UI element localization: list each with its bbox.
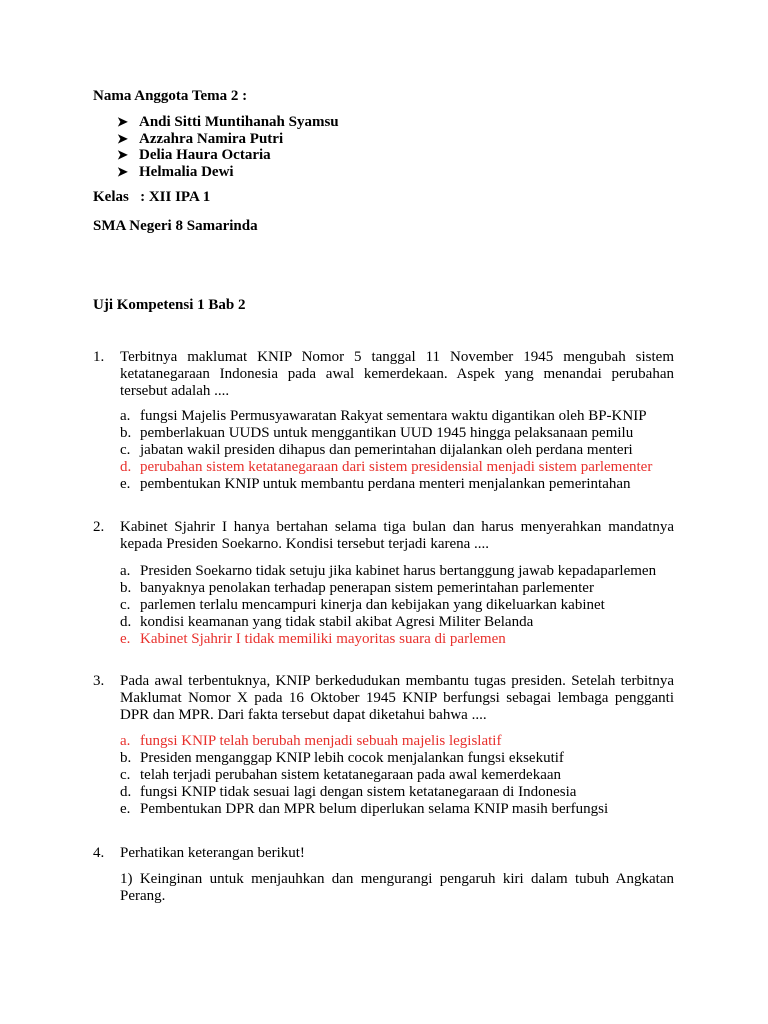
option-c: c. jabatan wakil presiden dihapus dan pemerintahan dijalankan oleh perdana menteri (120, 442, 633, 458)
section-title: Uji Kompetensi 1 Bab 2 (93, 297, 246, 313)
arrowhead-bullet-icon: ➤ (117, 114, 128, 129)
member-item (117, 147, 339, 164)
question-number: 1. (93, 349, 105, 365)
option-a: a. fungsi Majelis Permusyawaratan Rakyat sementara waktu digantikan oleh BP-KNIP (120, 408, 647, 424)
statement-item: 1) Keinginan untuk menjauhkan dan mengurangi pengaruh kiri dalam tubuh Angkatan Perang. (120, 871, 674, 904)
school-name: SMA Negeri 8 Samarinda (93, 218, 258, 234)
member-name: Delia Haura Octaria (139, 147, 271, 163)
question-number: 3. (93, 673, 105, 689)
options-list (120, 563, 680, 648)
question-text: Terbitnya maklumat KNIP Nomor 5 tanggal 11 November 1945 mengubah sistem ketatanegaraan Indonesia pada awal kemerdekaan. Aspek yang menandai perubahan tersebut adalah .... (120, 349, 674, 399)
option-c: c. parlemen terlalu mencampuri kinerja dan kebijakan yang dikeluarkan kabinet (120, 597, 605, 613)
member-item (117, 131, 339, 148)
class-line: Kelas : XII IPA 1 (93, 189, 211, 205)
option-e-correct: e. Kabinet Sjahrir I tidak memiliki mayoritas suara di parlemen (120, 631, 506, 647)
options-list (120, 733, 680, 818)
arrowhead-bullet-icon: ➤ (117, 163, 128, 179)
member-item (117, 114, 339, 131)
member-name: Helmalia Dewi (139, 163, 234, 180)
question-number: 4. (93, 845, 105, 861)
member-name: Azzahra Namira Putri (139, 130, 284, 147)
option-b: b. pemberlakuan UUDS untuk menggantikan UUD 1945 hingga pelaksanaan pemilu (120, 425, 634, 441)
options-list (120, 408, 680, 493)
option-b: b. banyaknya penolakan terhadap penerapan sistem pemerintahan parlementer (120, 580, 594, 596)
question-text: Perhatikan keterangan berikut! (120, 845, 305, 861)
arrowhead-bullet-icon: ➤ (117, 130, 128, 146)
option-a-correct: a. fungsi KNIP telah berubah menjadi sebuah majelis legislatif (120, 733, 502, 749)
member-item (117, 164, 339, 181)
question-text: Pada awal terbentuknya, KNIP berkedudukan membantu tugas presiden. Setelah terbitnya Maklumat Nomor X pada 16 Oktober 1945 KNIP berfungsi sebagai lembaga pengganti DPR dan MPR. Dari fakta tersebut dapat diketahui bahwa .... (120, 673, 674, 723)
option-d: d. kondisi keamanan yang tidak stabil akibat Agresi Militer Belanda (120, 614, 534, 630)
option-b: b. Presiden menganggap KNIP lebih cocok menjalankan fungsi eksekutif (120, 750, 564, 766)
option-e: e. pembentukan KNIP untuk membantu perdana menteri menjalankan pemerintahan (120, 476, 631, 492)
member-name: Andi Sitti Muntihanah Syamsu (139, 114, 339, 130)
option-a: a. Presiden Soekarno tidak setuju jika kabinet harus bertanggung jawab kepadaparlemen (120, 563, 657, 579)
arrowhead-bullet-icon: ➤ (117, 147, 128, 162)
members-list (117, 114, 339, 180)
option-d-correct: d. perubahan sistem ketatanegaraan dari sistem presidensial menjadi sistem parlementer (120, 459, 653, 475)
members-title: Nama Anggota Tema 2 : (93, 88, 248, 104)
question-number: 2. (93, 519, 105, 535)
option-e: e. Pembentukan DPR dan MPR belum diperlukan selama KNIP masih berfungsi (120, 801, 609, 817)
option-d: d. fungsi KNIP tidak sesuai lagi dengan sistem ketatanegaraan di Indonesia (120, 784, 577, 800)
option-c: c. telah terjadi perubahan sistem ketatanegaraan pada awal kemerdekaan (120, 767, 562, 783)
question-text: Kabinet Sjahrir I hanya bertahan selama tiga bulan dan harus menyerahkan mandatnya kepada Presiden Soekarno. Kondisi tersebut terjadi karena .... (120, 519, 674, 552)
